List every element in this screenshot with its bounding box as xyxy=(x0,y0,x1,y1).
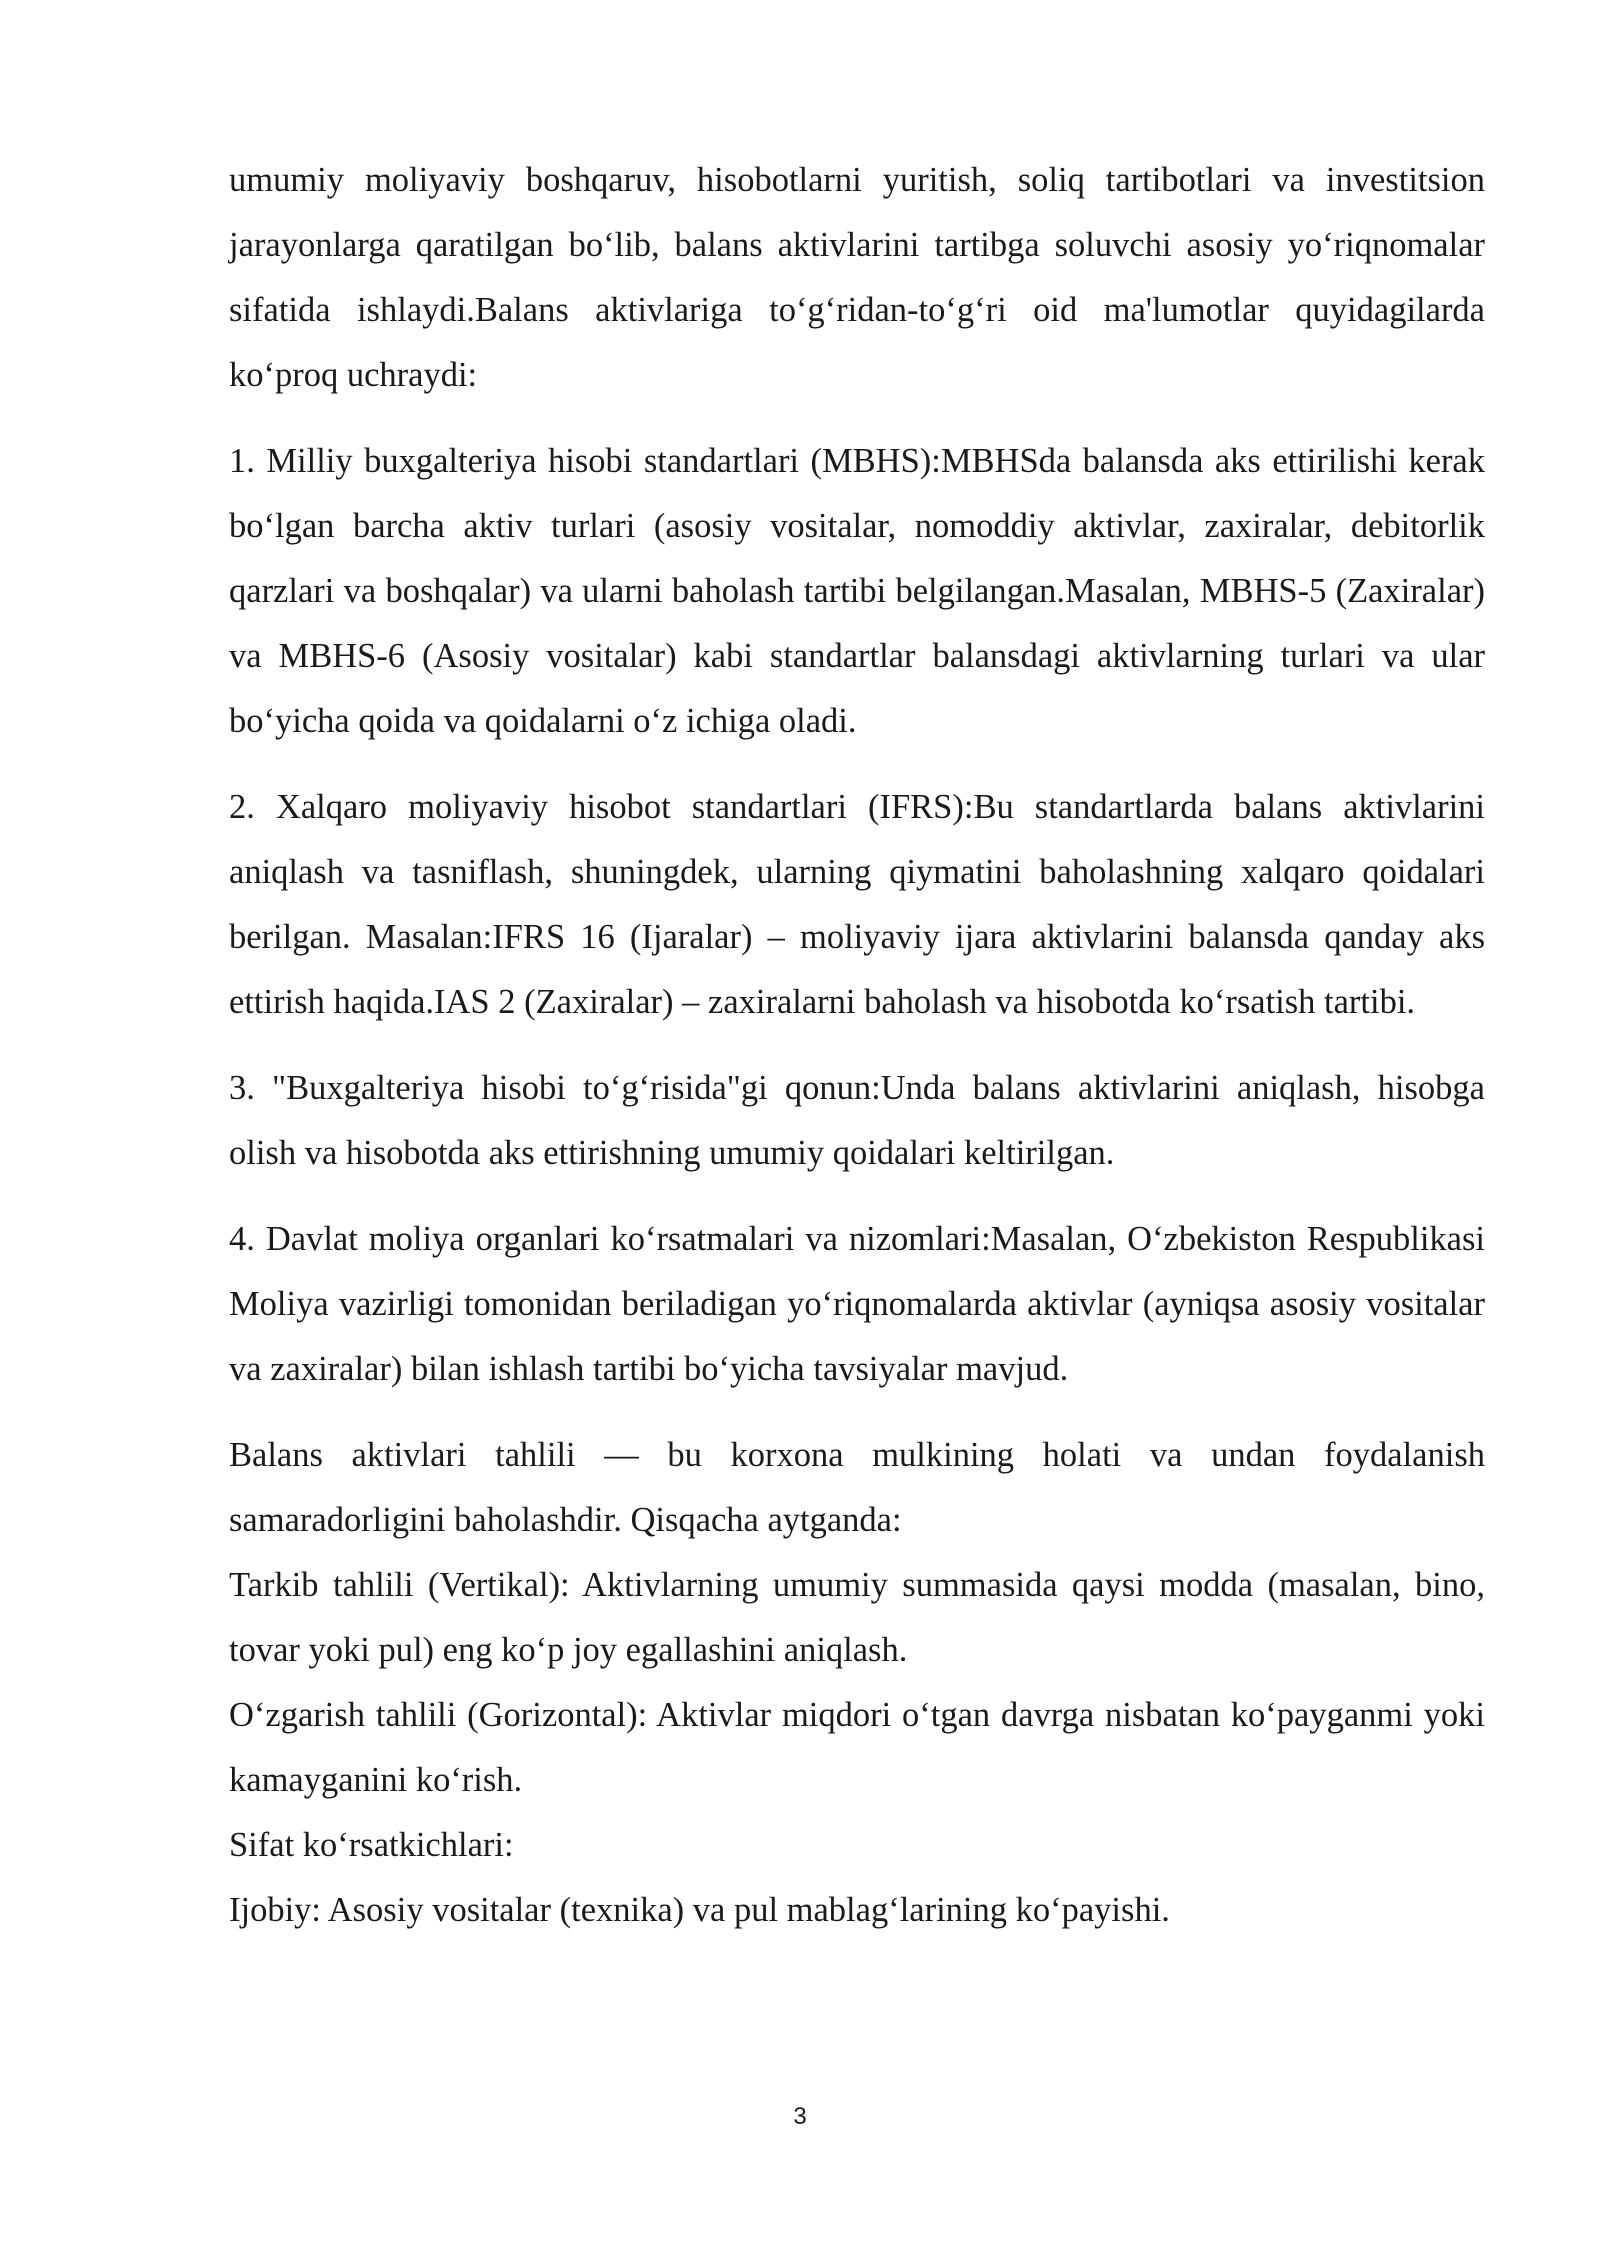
paragraph-vertical-analysis: Tarkib tahlili (Vertikal): Aktivlarning umumiy summasida qaysi modda (masalan, bino, tovar yoki pul) eng ko‘p joy egallashini aniqlash. xyxy=(229,1566,1485,1669)
paragraph-item-1: 1. Milliy buxgalteriya hisobi standartlari (MBHS):MBHSda balansda aks ettirilishi kerak bo‘lgan barcha aktiv turlari (asosiy vositalar, nomoddiy aktivlar, zaxiralar, debitorlik qarzlari va boshqalar) va ularni baholash tartibi belgilangan.Masalan, MBHS-5 (Zaxiralar) va MBHS-6 (Asosiy vositalar) kabi standartlar balansdagi aktivlarning turlari va ular bo‘yicha qoida va qoidalarni o‘z ichiga oladi. xyxy=(229,442,1485,740)
paragraph-quality-heading: Sifat ko‘rsatkichlari: xyxy=(229,1826,514,1864)
paragraph-positive: Ijobiy: Asosiy vositalar (texnika) va pul mablag‘larining ko‘payishi. xyxy=(229,1891,1170,1929)
paragraph-horizontal-analysis: O‘zgarish tahlili (Gorizontal): Aktivlar miqdori o‘tgan davrga nisbatan ko‘payganmi yoki kamayganini ko‘rish. xyxy=(229,1696,1485,1799)
paragraph-analysis-intro: Balans aktivlari tahlili — bu korxona mulkining holati va undan foydalanish samaradorligini baholashdir. Qisqacha aytganda: xyxy=(229,1436,1485,1539)
page-number: 3 xyxy=(793,2103,807,2130)
paragraph-intro: umumiy moliyaviy boshqaruv, hisobotlarni yuritish, soliq tartibotlari va investitsion jarayonlarga qaratilgan bo‘lib, balans aktivlarini tartibga soluvchi asosiy yo‘riqnomalar sifatida ishlaydi.Balans aktivlariga to‘g‘ridan-to‘g‘ri oid ma'lumotlar quyidagilarda ko‘proq uchraydi: xyxy=(229,161,1485,394)
document-body xyxy=(229,148,1485,1943)
paragraph-item-4: 4. Davlat moliya organlari ko‘rsatmalari va nizomlari:Masalan, O‘zbekiston Respublikasi Moliya vazirligi tomonidan beriladigan yo‘riqnomalarda aktivlar (ayniqsa asosiy vositalar va zaxiralar) bilan ishlash tartibi bo‘yicha tavsiyalar mavjud. xyxy=(229,1220,1485,1388)
paragraph-item-2: 2. Xalqaro moliyaviy hisobot standartlari (IFRS):Bu standartlarda balans aktivlarini aniqlash va tasniflash, shuningdek, ularning qiymatini baholashning xalqaro qoidalari berilgan. Masalan:IFRS 16 (Ijaralar) – moliyaviy ijara aktivlarini balansda qanday aks ettirish haqida.IAS 2 (Zaxiralar) – zaxiralarni baholash va hisobotda ko‘rsatish tartibi. xyxy=(229,788,1485,1021)
paragraph-item-3: 3. "Buxgalteriya hisobi to‘g‘risida"gi qonun:Unda balans aktivlarini aniqlash, hisobga olish va hisobotda aks ettirishning umumiy qoidalari keltirilgan. xyxy=(229,1069,1485,1172)
